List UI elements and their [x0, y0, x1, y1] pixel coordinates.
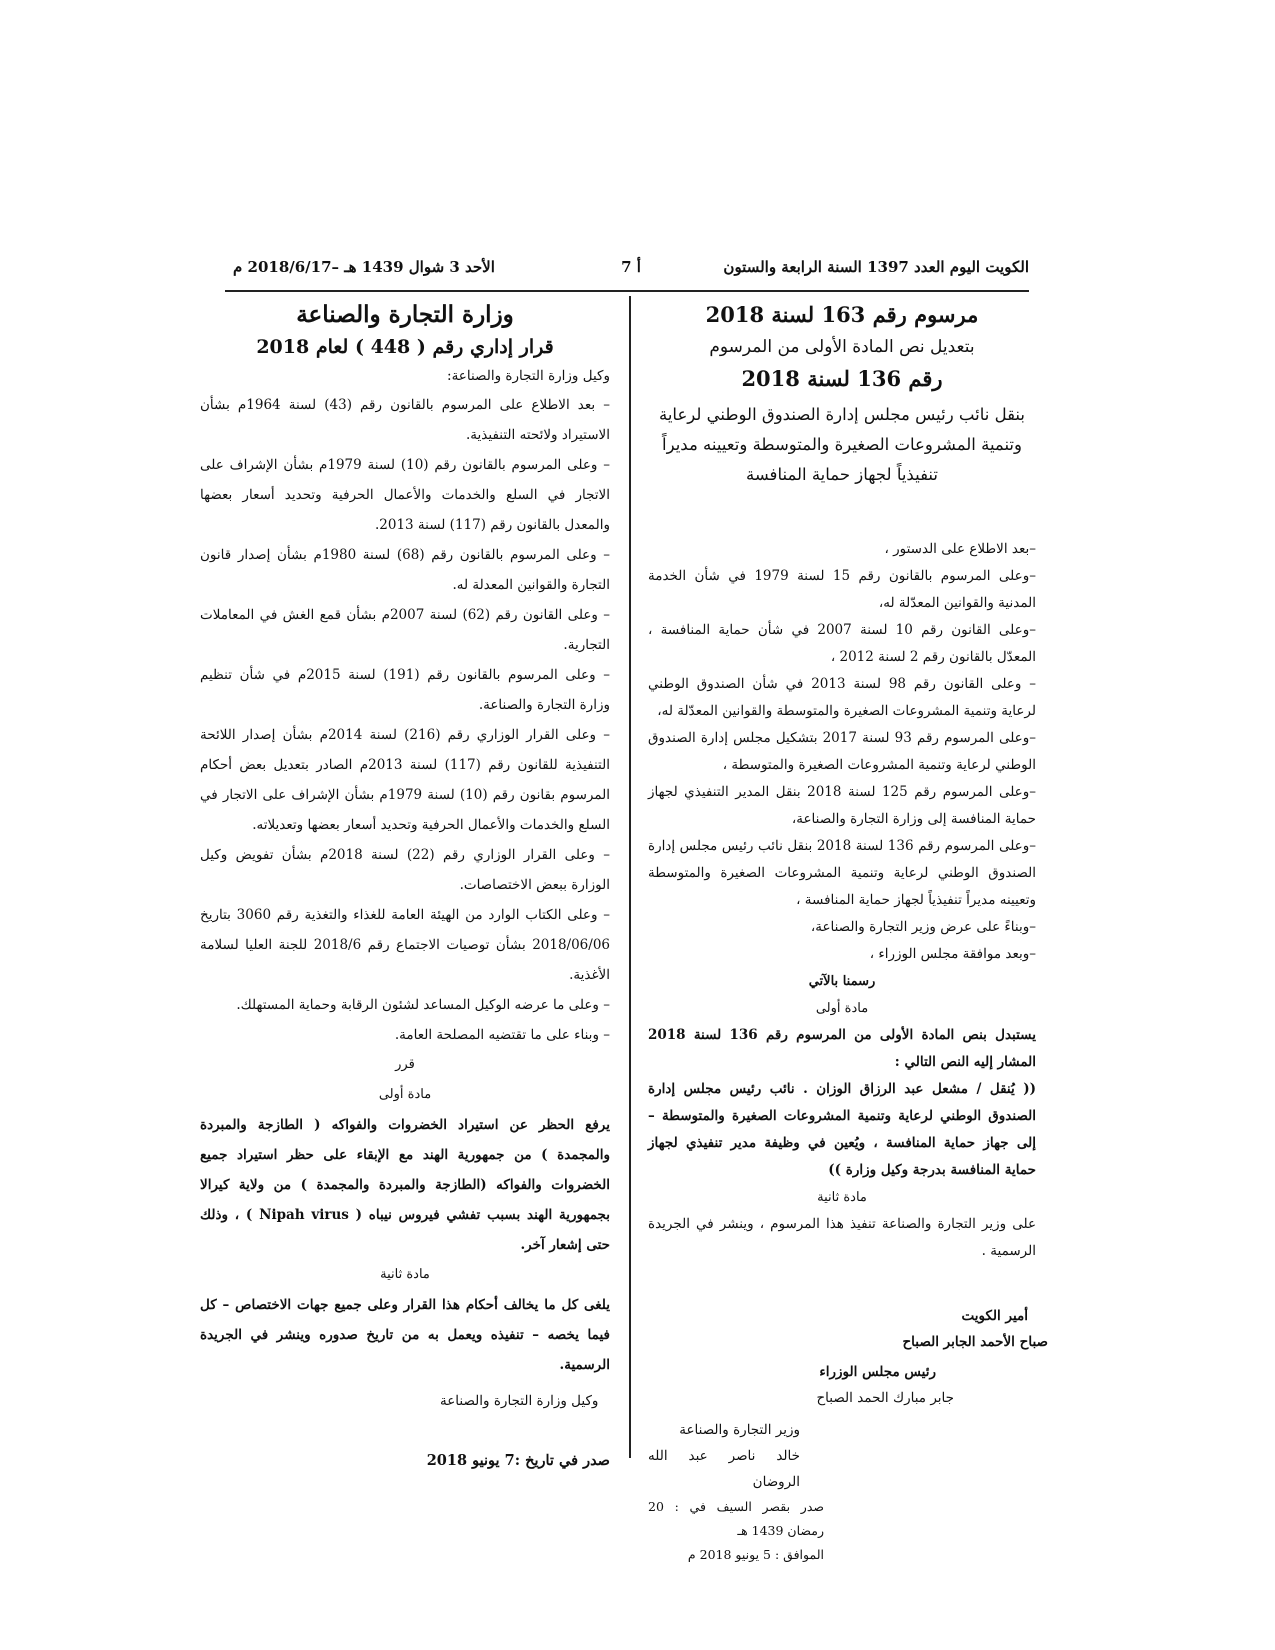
resolution-recital: – وعلى المرسوم بالقانون رقم (10) لسنة 1979م بشأن الإشراف على الاتجار في السلع والخدمات والأعمال الحرفية وتحديد أسعار بعضها والمعدل بالقانون رقم (117) لسنة 2013.: [200, 457, 610, 533]
resolution-column: [200, 298, 610, 1474]
resolution-title: قرار إداري رقم ( 448 ) لعام 2018: [256, 336, 554, 358]
header-date: الأحد 3 شوال 1439 هـ –2018/6/17 م: [233, 258, 495, 276]
decree-issue-date-gregorian: الموافق : 5 يونيو 2018 م: [687, 1547, 824, 1562]
emir-name: صباح الأحمد الجابر الصباح: [902, 1334, 1048, 1350]
resolution-article1-text: يرفع الحظر عن استيراد الخضروات والفواكه ( الطازجة والمبردة والمجمدة ) من جمهورية الهند مع الإبقاء على حظر استيراد جميع الخضروات والفواكه (الطازجة والمبردة والمجمدة ) من ولاية كيرالا بجمهورية الهند بسبب تفشي فيروس نيباه ( Nipah virus ) ، وذلك حتى إشعار آخر.: [200, 1117, 610, 1253]
prime-minister-title: رئيس مجلس الوزراء: [819, 1364, 936, 1380]
decree-preamble-item: –وعلى القانون رقم 10 لسنة 2007 في شأن حماية المنافسة ، المعدّل بالقانون رقم 2 لسنة 2012 ،: [648, 622, 1036, 665]
decree-issue-date-hijri: صدر بقصر السيف في : 20 رمضان 1439 هـ: [648, 1499, 824, 1538]
resolution-article2-text: يلغى كل ما يخالف أحكام هذا القرار وعلى جميع جهات الاختصاص – كل فيما يخصه – تنفيذه ويعمل به من تاريخ صدوره وينشر في الجريدة الرسمية.: [200, 1297, 610, 1373]
decree-preamble-item: –وعلى المرسوم رقم 93 لسنة 2017 بتشكيل مجلس إدارة الصندوق الوطني لرعاية وتنمية المشروعات الصغيرة والمتوسطة ،: [648, 730, 1036, 773]
resolution-recital: – وعلى المرسوم بالقانون رقم (68) لسنة 1980م بشأن إصدار قانون التجارة والقوانين المعدلة له.: [200, 547, 610, 593]
resolution-intro: وكيل وزارة التجارة والصناعة:: [447, 368, 610, 384]
header-page-number: أ 7: [621, 258, 641, 276]
minister-title: وزير التجارة والصناعة: [679, 1422, 800, 1438]
decree-preamble-item: –وبناءً على عرض وزير التجارة والصناعة،: [810, 919, 1036, 935]
resolution-recital: – وعلى القرار الوزاري رقم (22) لسنة 2018م بشأن تفويض وكيل الوزارة ببعض الاختصاصات.: [200, 847, 610, 893]
column-divider: [629, 296, 631, 1458]
decree-title-line: بتعديل نص المادة الأولى من المرسوم: [709, 337, 975, 357]
resolution-recital: – وعلى الكتاب الوارد من الهيئة العامة للغذاء والتغذية رقم 3060 بتاريخ 2018/06/06 بشأن توصيات الاجتماع رقم 2018/6 للجنة العليا لسلامة الأغذية.: [200, 907, 610, 983]
prime-minister-name: جابر مبارك الحمد الصباح: [816, 1390, 954, 1406]
decree-article1-heading: مادة أولى: [815, 1001, 869, 1016]
decree-subtitle-line: وتنمية المشروعات الصغيرة والمتوسطة وتعيينه مديراً: [662, 435, 1022, 454]
ministry-name: وزارة التجارة والصناعة: [296, 301, 514, 328]
minister-name: خالد ناصر عبد الله الروضان: [648, 1448, 800, 1490]
decree-subtitle-line: تنفيذياً لجهاز حماية المنافسة: [745, 465, 938, 484]
decree-enactment: رسمنا بالآتي: [808, 974, 876, 989]
decree-preamble-item: – وعلى القانون رقم 98 لسنة 2013 في شأن الصندوق الوطني لرعاية وتنمية المشروعات الصغيرة والمتوسطة والقوانين المعدّلة له،: [648, 676, 1037, 719]
resolution-signatory: وكيل وزارة التجارة والصناعة: [440, 1393, 599, 1409]
resolution-article2-heading: مادة ثانية: [380, 1267, 430, 1282]
decree-preamble-item: –وعلى المرسوم رقم 136 لسنة 2018 بنقل نائب رئيس مجلس إدارة الصندوق الوطني لرعاية وتنمية المشروعات الصغيرة والمتوسطة وتعيينه مديراً تنفيذياً لجهاز حماية المنافسة ،: [648, 838, 1036, 908]
header-divider: [225, 290, 1029, 292]
resolution-recital: – وعلى المرسوم بالقانون رقم (191) لسنة 2015م في شأن تنظيم وزارة التجارة والصناعة.: [200, 667, 610, 713]
resolution-article1-heading: مادة أولى: [378, 1087, 432, 1102]
decree-column: [648, 298, 1048, 1567]
decree-title-line: رقم 136 لسنة 2018: [741, 366, 943, 391]
decree-title-line: مرسوم رقم 163 لسنة 2018: [705, 302, 979, 327]
resolution-decided: قرر: [395, 1057, 415, 1072]
resolution-recital: – وبناء على ما تقتضيه المصلحة العامة.: [394, 1027, 610, 1043]
decree-article1-quote: (( يُنقل / مشعل عبد الرزاق الوزان . نائب رئيس مجلس إدارة الصندوق الوطني لرعاية وتنمية المشروعات الصغيرة والمتوسطة – إلى جهاز حماية المنافسة ، ويُعين في وظيفة مدير تنفيذي لجهاز حماية المنافسة بدرجة وكيل وزارة )): [648, 1081, 1036, 1178]
resolution-issue-date: صدر في تاريخ :7 يونيو 2018: [426, 1452, 610, 1469]
decree-preamble-item: –وعلى المرسوم رقم 125 لسنة 2018 بنقل المدير التنفيذي لجهاز حماية المنافسة إلى وزارة التجارة والصناعة،: [648, 784, 1037, 827]
resolution-recital: – بعد الاطلاع على المرسوم بالقانون رقم (43) لسنة 1964م بشأن الاستيراد ولائحته التنفيذية.: [200, 397, 610, 443]
resolution-recital: – وعلى القرار الوزاري رقم (216) لسنة 2014م بشأن إصدار اللائحة التنفيذية للقانون رقم (117) لسنة 2013م الصادر بتعديل بعض أحكام المرسوم بقانون رقم (10) لسنة 1979م بشأن الإشراف على الاتجار في السلع والخدمات والأعمال الحرفية وتحديد أسعار بعضها وتعديلاته.: [200, 727, 610, 833]
header-issue-info: الكويت اليوم العدد 1397 السنة الرابعة والستون: [723, 258, 1029, 276]
decree-subtitle-line: بنقل نائب رئيس مجلس إدارة الصندوق الوطني لرعاية: [658, 405, 1025, 424]
resolution-recital: – وعلى القانون رقم (62) لسنة 2007م بشأن قمع الغش في المعاملات التجارية.: [200, 607, 610, 653]
resolution-recital: – وعلى ما عرضه الوكيل المساعد لشئون الرقابة وحماية المستهلك.: [236, 997, 610, 1013]
decree-article1-text: يستبدل بنص المادة الأولى من المرسوم رقم 136 لسنة 2018 المشار إليه النص التالي :: [648, 1027, 1036, 1070]
decree-preamble-item: –وعلى المرسوم بالقانون رقم 15 لسنة 1979 في شأن الخدمة المدنية والقوانين المعدّلة له،: [648, 568, 1036, 611]
decree-preamble-item: –بعد الاطلاع على الدستور ،: [884, 541, 1036, 557]
emir-title: أمير الكويت: [961, 1308, 1028, 1324]
decree-article2-text: على وزير التجارة والصناعة تنفيذ هذا المرسوم ، وينشر في الجريدة الرسمية .: [648, 1216, 1036, 1259]
decree-article2-heading: مادة ثانية: [817, 1190, 867, 1205]
decree-preamble-item: –وبعد موافقة مجلس الوزراء ،: [869, 946, 1036, 962]
running-header: [225, 258, 1029, 288]
